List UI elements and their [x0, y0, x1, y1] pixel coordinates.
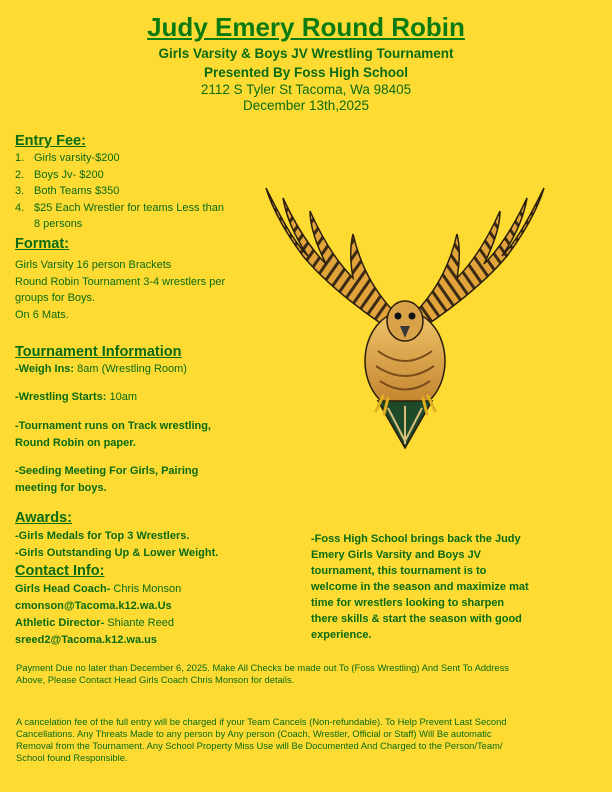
- list-text-continued: 8 persons: [34, 218, 83, 230]
- head-coach-label: Girls Head Coach-: [15, 583, 111, 595]
- head-coach-name: Chris Monson: [110, 583, 182, 595]
- blurb-line: -Foss High School brings back the Judy: [311, 533, 521, 545]
- blurb-line: Emery Girls Varsity and Boys JV: [311, 549, 481, 561]
- athletic-director-label: Athletic Director-: [15, 617, 105, 629]
- cancel-line: Cancellations. Any Threats Made to any person by Any person (Coach, Wrestler, Official or Staff) Will Be automatic: [16, 728, 492, 739]
- blurb-line: tournament, this tournament is to: [311, 565, 487, 577]
- athletic-director-email: sreed2@Tacoma.k12.wa.us: [15, 634, 157, 646]
- tournament-info-heading: Tournament Information: [15, 344, 182, 360]
- athletic-director: [15, 615, 181, 632]
- subtitle-tournament: Girls Varsity & Boys JV Wrestling Tournament: [158, 46, 454, 61]
- tournament-runs-line: Round Robin on paper.: [15, 436, 136, 449]
- payment-line: Payment Due no later than December 6, 2025. Make All Checks be made out To (Foss Wrestling) And Sent To Address: [16, 662, 509, 673]
- cancel-line: School found Responsible.: [16, 752, 128, 763]
- awards-line: -Girls Outstanding Up & Lower Weight.: [15, 546, 219, 559]
- list-item: [15, 167, 224, 184]
- cancelation-note: [16, 716, 601, 764]
- list-text: $25 Each Wrestler for teams Less than: [34, 201, 224, 214]
- payment-note: [16, 662, 601, 686]
- tournament-blurb: [311, 531, 561, 643]
- format-line: On 6 Mats.: [15, 308, 69, 321]
- blurb-line: welcome in the season and maximize mat: [311, 581, 529, 593]
- list-number: 3.: [15, 185, 25, 197]
- list-item: [15, 183, 224, 200]
- entry-fee-heading: Entry Fee:: [15, 133, 86, 149]
- hawk-mascot-icon: [258, 186, 552, 454]
- format-line: Round Robin Tournament 3-4 wrestlers per: [15, 275, 226, 288]
- cancel-line: Removal from the Tournament. Any School Property Miss Use will Be Documented And Charged to the Person/Team/: [16, 740, 503, 751]
- list-item: [15, 200, 224, 233]
- contact-heading: Contact Info:: [15, 563, 105, 579]
- format-text: [15, 257, 225, 323]
- event-date: December 13th,2025: [242, 98, 370, 113]
- head-coach-email: cmonson@Tacoma.k12.wa.Us: [15, 600, 172, 612]
- head-coach: [15, 581, 181, 598]
- subtitle-presenter: Presented By Foss High School: [203, 65, 409, 80]
- format-line: groups for Boys.: [15, 292, 96, 304]
- list-number: 1.: [15, 152, 25, 164]
- tournament-runs-line: -Tournament runs on Track wrestling,: [15, 420, 211, 432]
- wrestling-starts: [15, 389, 137, 406]
- wrestling-starts-value: 10am: [106, 391, 138, 403]
- weigh-ins-value: 8am (Wrestling Room): [74, 363, 187, 375]
- seeding-line: meeting for boys.: [15, 481, 107, 494]
- blurb-line: there skills & start the season with good: [311, 613, 522, 625]
- cancel-line: A cancelation fee of the full entry will be charged if your Team Cancels (Non-refundable). To Help Prevent Last Second: [16, 716, 507, 727]
- tournament-runs: [15, 418, 211, 451]
- address: 2112 S Tyler St Tacoma, Wa 98405: [200, 82, 412, 97]
- athletic-director-name: Shiante Reed: [104, 617, 174, 629]
- list-number: 4.: [15, 201, 25, 214]
- entry-fee-list: [15, 150, 224, 233]
- format-line: Girls Varsity 16 person Brackets: [15, 259, 172, 271]
- contact-info: [15, 581, 181, 649]
- list-text: Girls varsity-$200: [34, 152, 120, 164]
- list-text: Boys Jv- $200: [34, 168, 104, 181]
- list-text: Both Teams $350: [34, 185, 120, 197]
- payment-line: Above, Please Contact Head Girls Coach Chris Monson for details.: [16, 674, 295, 685]
- page-title: Judy Emery Round Robin: [147, 12, 465, 42]
- awards-text: [15, 528, 218, 561]
- awards-line: -Girls Medals for Top 3 Wrestlers.: [15, 530, 190, 542]
- format-heading: Format:: [15, 236, 69, 252]
- awards-heading: Awards:: [15, 510, 72, 526]
- blurb-line: experience.: [311, 629, 372, 641]
- list-item: [15, 150, 224, 167]
- seeding-line: -Seeding Meeting For Girls, Pairing: [15, 465, 199, 477]
- blurb-line: time for wrestlers looking to sharpen: [311, 597, 505, 609]
- weigh-ins: [15, 361, 187, 378]
- list-number: 2.: [15, 168, 25, 181]
- seeding-meeting: [15, 463, 198, 496]
- wrestling-starts-label: -Wrestling Starts:: [15, 391, 107, 403]
- weigh-ins-label: -Weigh Ins:: [15, 363, 75, 375]
